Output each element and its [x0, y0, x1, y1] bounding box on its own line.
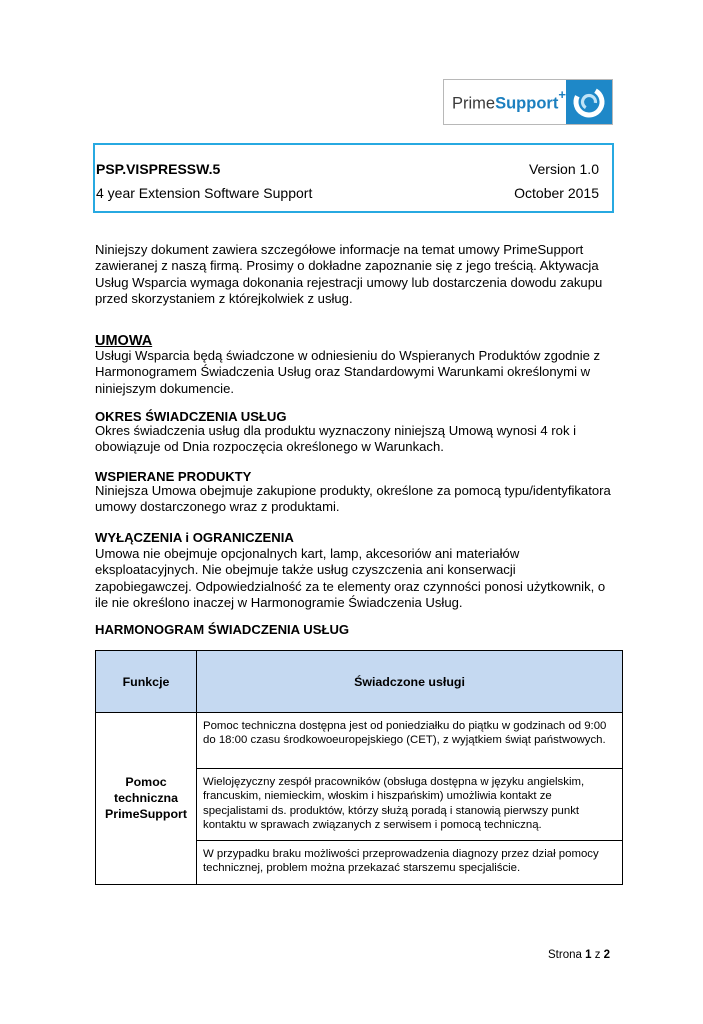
- service-cell: Wielojęzyczny zespół pracowników (obsługa dostępna w języku angielskim, francuskim, niemieckim, włoskim i hiszpańskim) umożliwia kontakt ze specjalistami ds. produktów, którzy służą poradą i stanowią pierwszy punkt kontaktu w sprawach związanych z serwisem i pomocą techniczną.: [197, 769, 623, 841]
- service-cell: W przypadku braku możliwości przeprowadzenia diagnozy przez dział pomocy technicznej, problem można przekazać starszemu specjaliście.: [197, 841, 623, 885]
- umowa-heading: UMOWA: [95, 333, 153, 349]
- function-cell: [96, 713, 197, 885]
- function-line: PrimeSupport: [105, 807, 187, 822]
- function-line: Pomoc: [125, 775, 167, 790]
- logo-prime: Prime: [452, 94, 496, 113]
- service-schedule-table: [95, 650, 623, 885]
- intro-paragraph: Niniejszy dokument zawiera szczegółowe informacje na temat umowy PrimeSupport zawieranej z naszą firmą. Prosimy o dokładne zapoznanie się z jego treścią. Aktywacja Usług Wsparcia wymaga dokonania rejestracji umowy lub dostarczenia dowodu zakupu przed skorzystaniem z którejkolwiek z usług.: [95, 242, 603, 307]
- product-code: PSP.VISPRESSW.5: [96, 161, 221, 177]
- page-separator: z: [594, 949, 601, 961]
- version: Version 1.0: [528, 161, 599, 177]
- page-current: 1: [585, 949, 592, 961]
- harmonogram-heading: HARMONOGRAM ŚWIADCZENIA USŁUG: [95, 622, 350, 637]
- okres-heading: OKRES ŚWIADCZENIA USŁUG: [95, 409, 287, 424]
- wylaczenia-heading: WYŁĄCZENIA i OGRANICZENIA: [95, 530, 294, 545]
- logo-ring-icon: [566, 80, 612, 124]
- okres-text: Okres świadczenia usług dla produktu wyznaczony niniejszą Umową wynosi 4 rok i obowiązuje od Dnia rozpoczęcia określonego w Warunkach.: [95, 423, 577, 455]
- function-line: techniczna: [113, 791, 179, 806]
- logo-wordmark: [452, 87, 566, 114]
- logo-support: Support: [495, 94, 559, 113]
- table-row: [96, 713, 623, 769]
- page-footer: [548, 949, 610, 961]
- page-total: 2: [603, 949, 611, 961]
- logo-plus: +: [558, 87, 566, 102]
- produkty-heading: WSPIERANE PRODUKTY: [95, 469, 252, 484]
- produkty-text: Niniejsza Umowa obejmuje zakupione produkty, określone za pomocą typu/identyfikatora umowy dostarczonego wraz z produktami.: [95, 483, 611, 515]
- document-header: [93, 143, 614, 213]
- page-label: Strona: [548, 949, 582, 961]
- product-name: 4 year Extension Software Support: [96, 185, 313, 201]
- primesupport-logo: [443, 79, 613, 125]
- table-header-row: [96, 651, 623, 713]
- release-date: October 2015: [514, 185, 599, 201]
- column-header-functions: Funkcje: [96, 651, 197, 713]
- wylaczenia-text: Umowa nie obejmuje opcjonalnych kart, lamp, akcesoriów ani materiałów eksploatacyjnych. Nie obejmuje także usług czyszczenia ani konserwacji zapobiegawczej. Odpowiedzialność za te elementy oraz czynności ponosi użytkownik, o ile nie określono inaczej w Harmonogramie Świadczenia Usług.: [95, 546, 606, 611]
- umowa-text: Usługi Wsparcia będą świadczone w odniesieniu do Wspieranych Produktów zgodnie z Harmonogramem Świadczenia Usług oraz Standardowymi Warunkami określonymi w niniejszym dokumencie.: [95, 348, 601, 396]
- column-header-services: Świadczone usługi: [197, 651, 623, 713]
- service-cell: Pomoc techniczna dostępna jest od poniedziałku do piątku w godzinach od 9:00 do 18:00 czasu środkowoeuropejskiego (CET), z wyjątkiem świąt państwowych.: [197, 713, 623, 769]
